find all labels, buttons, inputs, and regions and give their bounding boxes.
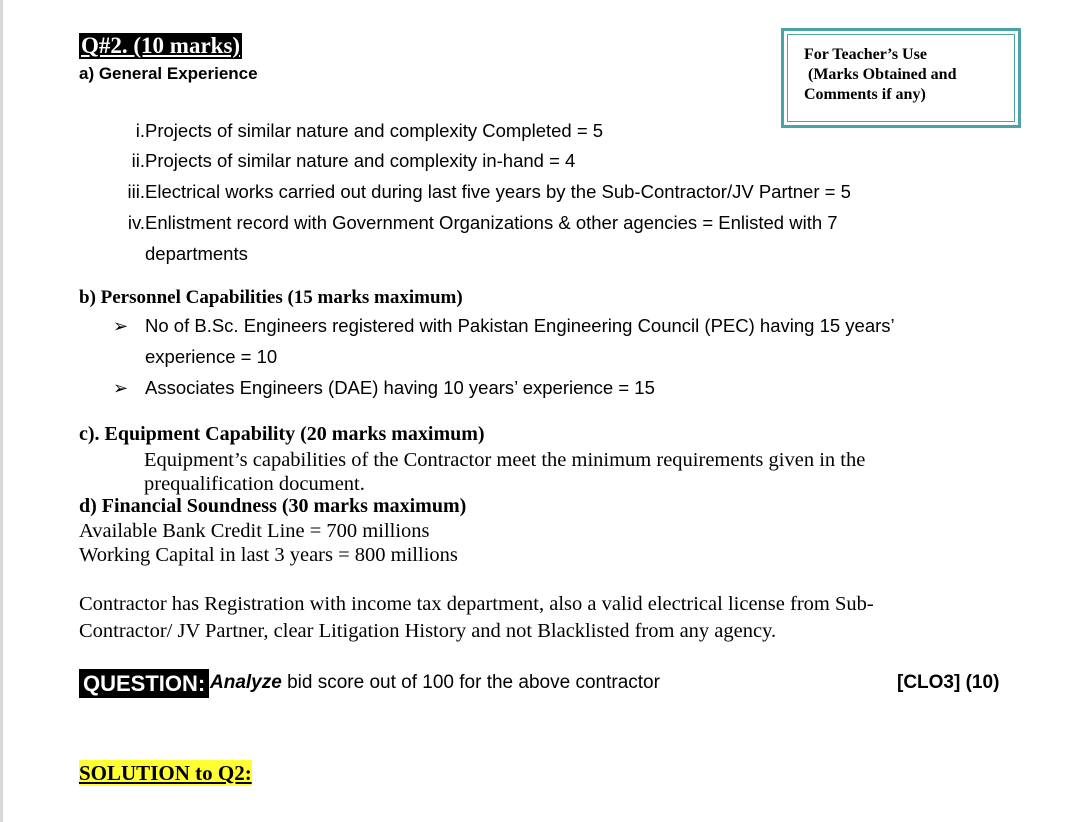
working-capital-text: Working Capital in last 3 years = 800 millions bbox=[79, 544, 458, 566]
section-c-heading: c). Equipment Capability (20 marks maximum) bbox=[79, 423, 485, 445]
bullet-item-text: Associates Engineers (DAE) having 10 years’ experience = 15 bbox=[145, 377, 655, 398]
question-prompt bbox=[210, 672, 660, 694]
teacher-box-line-2: (Marks Obtained and bbox=[808, 66, 957, 83]
bullet-item-text-cont: experience = 10 bbox=[145, 346, 278, 367]
list-item bbox=[89, 146, 575, 176]
list-item bbox=[89, 208, 838, 238]
list-item-text: Enlistment record with Government Organizations & other agencies = Enlisted with 7 bbox=[145, 212, 838, 233]
question-prompt-emphasis: Analyze bbox=[210, 672, 282, 693]
section-d-heading: d) Financial Soundness (30 marks maximum) bbox=[79, 495, 467, 517]
list-item-number: iv. bbox=[127, 212, 145, 233]
contractor-text-line-1: Contractor has Registration with income tax department, also a valid electrical license from Sub- bbox=[79, 593, 874, 615]
bullet-item bbox=[113, 373, 128, 403]
list-item bbox=[89, 116, 603, 146]
teacher-box-line-1: For Teacher’s Use bbox=[804, 46, 927, 63]
list-item-number: ii. bbox=[131, 150, 145, 171]
question-title: Q#2. (10 marks) bbox=[81, 33, 241, 58]
bullet-item bbox=[113, 311, 128, 341]
credit-line-text: Available Bank Credit Line = 700 millions bbox=[79, 520, 430, 542]
section-c-text-line-2: prequalification document. bbox=[144, 473, 365, 495]
solution-heading: SOLUTION to Q2: bbox=[79, 761, 252, 785]
list-item-continuation bbox=[89, 239, 248, 269]
question-label: QUESTION: bbox=[79, 669, 209, 698]
teacher-box-line-3: Comments if any) bbox=[804, 86, 926, 103]
arrow-bullet-icon: ➢ bbox=[113, 378, 129, 398]
page-left-border bbox=[0, 0, 3, 822]
teacher-use-box bbox=[781, 28, 1021, 128]
list-item-text: Projects of similar nature and complexity Completed = 5 bbox=[145, 120, 604, 141]
clo-marks: [CLO3] (10) bbox=[897, 672, 1000, 693]
question-prompt-text: bid score out of 100 for the above contractor bbox=[281, 672, 660, 693]
list-item-text: departments bbox=[145, 243, 248, 264]
section-b-heading: b) Personnel Capabilities (15 marks maximum) bbox=[79, 287, 463, 308]
list-item-text: Projects of similar nature and complexity in-hand = 4 bbox=[145, 150, 576, 171]
list-item bbox=[89, 177, 851, 207]
list-item-number: iii. bbox=[127, 181, 145, 202]
list-item-text: Electrical works carried out during last five years by the Sub-Contractor/JV Partner = 5 bbox=[145, 181, 851, 202]
arrow-bullet-icon: ➢ bbox=[113, 316, 129, 336]
section-a-heading: a) General Experience bbox=[79, 64, 258, 83]
bullet-item-text: No of B.Sc. Engineers registered with Pakistan Engineering Council (PEC) having 15 years’ bbox=[145, 315, 895, 336]
contractor-text-line-2: Contractor/ JV Partner, clear Litigation History and not Blacklisted from any agency. bbox=[79, 620, 777, 642]
section-c-text-line-1: Equipment’s capabilities of the Contractor meet the minimum requirements given in the bbox=[144, 449, 866, 471]
list-item-number: i. bbox=[135, 120, 145, 141]
